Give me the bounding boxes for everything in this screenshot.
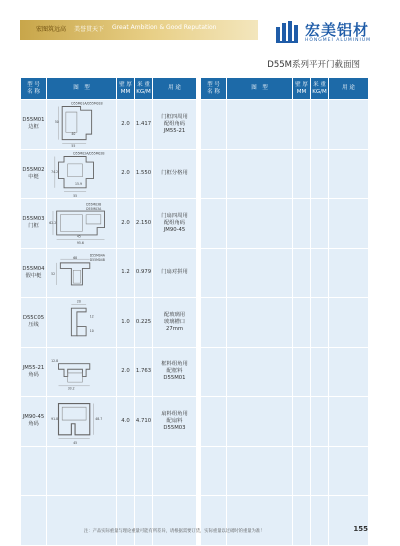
dimension-label: D55M03B [86,202,102,207]
weight-cell [311,496,329,546]
profile-section-drawing [47,299,116,345]
dimension-label: 62.2 [49,221,57,226]
model-cell [201,298,227,348]
model-cell [201,347,227,397]
model-cell [21,496,47,546]
weight-cell: 2.150 [135,199,153,249]
model-cell [201,149,227,199]
col-model: 型 号 名 称 [21,78,47,100]
model-cell [201,199,227,249]
slogan-cn-1: 宏图筑远高 [36,26,67,33]
model-cell [201,446,227,496]
dimension-label: 33.2 [67,386,75,391]
table-row [21,199,197,249]
profile-section-drawing [47,151,116,197]
dimension-label: D55M02A/D55M02B [73,151,105,156]
col-thickness: 壁 厚 MM [117,78,135,100]
thickness-cell [293,446,311,496]
usage-cell: 门框四周用 配组角码 JM55-21 [153,100,197,150]
header-slogan [36,24,217,33]
table-row [21,149,197,199]
thickness-cell [293,149,311,199]
slogan-cn-2: 美誉贯天下 [74,26,105,33]
figure-cell [227,496,293,546]
figure-cell [227,347,293,397]
usage-cell: 框料组角用 配框料 D55M01 [153,347,197,397]
profile-section-drawing [47,200,116,246]
thickness-cell: 1.2 [117,248,135,298]
dimension-label: 74.2 [51,169,59,174]
figure-cell [47,347,117,397]
weight-cell: 4.710 [135,397,153,447]
weight-cell [311,446,329,496]
usage-cell [329,446,369,496]
model-cell: D55M04 假中梃 [21,248,47,298]
table-row [201,248,369,298]
thickness-cell [293,397,311,447]
figure-cell [227,199,293,249]
weight-cell [135,446,153,496]
brand-name-cn: 宏美铝材 [305,20,370,39]
usage-cell: 扇料组角用 配扇料 D55M03 [153,397,197,447]
dimension-label: 12.8 [51,358,59,363]
usage-cell [329,149,369,199]
thickness-cell: 2.0 [117,199,135,249]
thickness-cell: 4.0 [117,397,135,447]
profile-section-drawing [47,250,116,296]
model-cell: D55M01 边框 [21,100,47,150]
col-weight: 米 重 KG/M [311,78,329,100]
table-row [201,298,369,348]
usage-cell [153,496,197,546]
dimension-label: D55M03A [86,207,102,212]
table-row [201,397,369,447]
dimension-label: 20 [76,299,81,304]
figure-cell [227,446,293,496]
thickness-cell [293,496,311,546]
dimension-label: D55M04A [89,253,105,258]
dimension-label: 15.9 [75,181,82,186]
usage-cell [329,496,369,546]
thickness-cell [293,199,311,249]
usage-cell [329,248,369,298]
weight-cell [311,149,329,199]
usage-cell [329,100,369,150]
weight-cell [311,397,329,447]
dimension-label: 50 [54,120,59,125]
table-row [201,149,369,199]
figure-cell [47,100,117,150]
usage-cell [153,446,197,496]
profile-section-drawing [47,101,116,147]
profile-section-drawing [47,398,116,444]
dimension-label: D55M01A/D55M01B [71,101,103,106]
dimension-label: 95.6 [76,241,84,246]
figure-cell [227,149,293,199]
weight-cell [311,100,329,150]
weight-cell [311,347,329,397]
page-title: D55M系列平开门截面图 [267,60,360,70]
col-figure: 图 型 [227,78,293,100]
table-row [21,298,197,348]
figure-cell [47,446,117,496]
model-cell [201,496,227,546]
figure-cell [227,298,293,348]
slogan-en: Great Ambition & Good Reputation [112,24,217,31]
model-cell [201,100,227,150]
usage-cell: 门扇四周用 配组角码 JM90-45 [153,199,197,249]
hongmei-logo-icon [275,19,301,45]
brand-name-en: HONGMEI ALUMINIUM [305,37,371,43]
thickness-cell [117,496,135,546]
dimension-label: 55 [71,144,76,148]
profile-table-right [200,77,369,546]
model-cell: D55M03 门框 [21,199,47,249]
weight-cell: 1.417 [135,100,153,150]
table-row [21,100,197,150]
thickness-cell [293,248,311,298]
figure-cell [47,397,117,447]
model-cell: D55C05 压线 [21,298,47,348]
weight-cell [311,298,329,348]
table-row [21,496,197,546]
weight-cell [135,496,153,546]
weight-cell [311,199,329,249]
dimension-label: 48.7 [95,417,103,422]
figure-cell [47,298,117,348]
thickness-cell: 2.0 [117,149,135,199]
weight-cell: 0.225 [135,298,153,348]
col-usage: 用 途 [329,78,369,100]
weight-cell: 0.979 [135,248,153,298]
dimension-label: 55 [73,193,78,197]
col-figure: 图 型 [47,78,117,100]
col-model: 型 号 名 称 [201,78,227,100]
usage-cell [329,298,369,348]
weight-cell [311,248,329,298]
weight-cell: 1.550 [135,149,153,199]
model-cell [201,248,227,298]
model-cell: JM90-45 角码 [21,397,47,447]
dimension-label: D55M04B [89,257,105,262]
profile-section-drawing [47,349,116,395]
thickness-cell [293,347,311,397]
dimension-label: 45 [73,441,78,445]
usage-cell [329,347,369,397]
page-number: 155 [353,525,368,533]
usage-cell: 配玻璃用 玻璃槽口 27mm [153,298,197,348]
thickness-cell: 2.0 [117,100,135,150]
dimension-label: 45 [76,234,81,239]
figure-cell [47,248,117,298]
thickness-cell: 1.0 [117,298,135,348]
dimension-label: 40 [71,132,76,137]
thickness-cell [293,100,311,150]
usage-cell: 门扇对拼用 [153,248,197,298]
table-row [201,199,369,249]
profile-table-left [20,77,197,546]
table-row [21,446,197,496]
thickness-cell [293,298,311,348]
dimension-label: 91.8 [51,417,59,422]
usage-cell [329,397,369,447]
usage-cell [329,199,369,249]
figure-cell [47,496,117,546]
usage-cell: 门框分格用 [153,149,197,199]
figure-cell [47,149,117,199]
thickness-cell: 2.0 [117,347,135,397]
model-cell [21,446,47,496]
brand-logo-block [275,14,380,50]
table-row [201,100,369,150]
col-thickness: 壁 厚 MM [293,78,311,100]
table-row [21,397,197,447]
dimension-label: 10 [89,329,94,334]
dimension-label: 52 [51,271,56,276]
figure-cell [227,397,293,447]
table-row [21,248,197,298]
figure-cell [227,100,293,150]
model-cell: D55M02 中梃 [21,149,47,199]
col-usage: 用 途 [153,78,197,100]
model-cell: JM55-21 角码 [21,347,47,397]
footnote: 注：产品实际重量与理论重量可能有所差异，请根据需要订货，实际重量以过磅时的重量为准！ [84,529,265,534]
dimension-label: 12 [89,314,94,319]
figure-cell [47,199,117,249]
thickness-cell [117,446,135,496]
table-row [201,496,369,546]
dimension-label: 68 [73,255,78,260]
model-cell [201,397,227,447]
table-row [201,446,369,496]
weight-cell: 1.763 [135,347,153,397]
table-row [201,347,369,397]
figure-cell [227,248,293,298]
table-row [21,347,197,397]
col-weight: 米 重 KG/M [135,78,153,100]
